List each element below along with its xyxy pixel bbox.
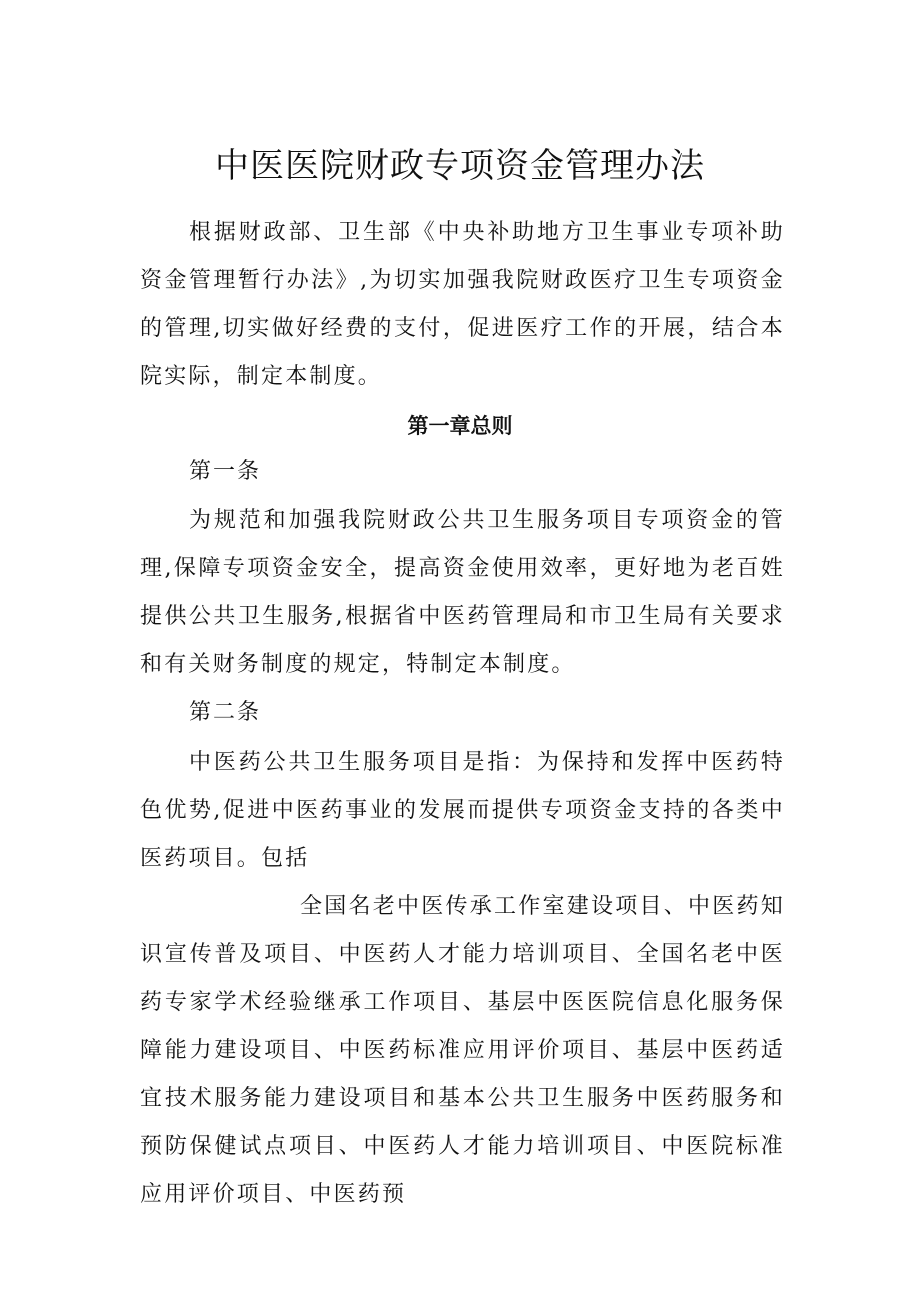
article-1-label: 第一条 — [189, 459, 262, 484]
article-2-project-list: 全国名老中医传承工作室建设项目、中医药知识宣传普及项目、中医药人才能力培训项目、全国名老中医药专家学术经验继承工作项目、基层中医医院信息化服务保障能力建设项目、中医药标准应用评价项目、基层中医药适宜技术服务能力建设项目和基本公共卫生服务中医药服务和预防保健试点项目、中医药人才能力培训项目、中医院标准应用评价项目、中医药预 — [140, 894, 785, 1207]
chapter-heading: 第一章总则 — [407, 414, 513, 438]
article-1-paragraph: 为规范和加强我院财政公共卫生服务项目专项资金的管理,保障专项资金安全，提高资金使用效率，更好地为老百姓提供公共卫生服务,根据省中医药管理局和市卫生局有关要求和有关财务制度的规定，特制定本制度。 — [140, 508, 785, 677]
article-2-label: 第二条 — [189, 700, 262, 725]
intro-paragraph: 根据财政部、卫生部《中央补助地方卫生事业专项补助资金管理暂行办法》,为切实加强我院财政医疗卫生专项资金的管理,切实做好经费的支付，促进医疗工作的开展，结合本院实际，制定本制度。 — [140, 220, 785, 389]
article-2-paragraph: 中医药公共卫生服务项目是指：为保持和发挥中医药特色优势,促进中医药事业的发展而提供专项资金支持的各类中医药项目。包括 — [140, 750, 785, 871]
document-title: 中医医院财政专项资金管理办法 — [215, 146, 705, 186]
